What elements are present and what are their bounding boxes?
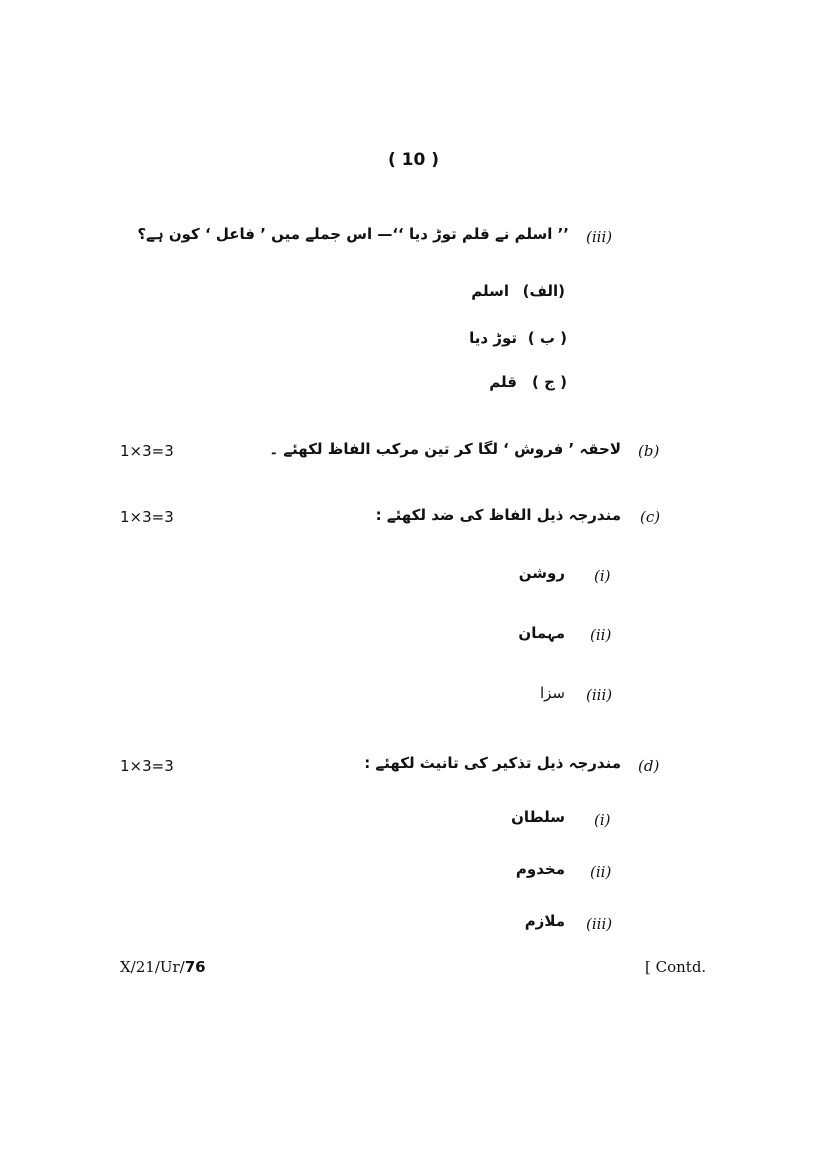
question-d-item-iii-label: (iii) <box>586 915 613 933</box>
question-d-label: (d) <box>638 757 660 775</box>
question-c-item-iii-text: سزا <box>539 684 565 702</box>
question-iii-label: (iii) <box>586 228 613 246</box>
question-c-item-i-text: روشن <box>518 564 565 582</box>
question-c-marks: 1×3=3 <box>120 508 174 526</box>
option-alif-text: اسلم <box>471 282 509 300</box>
question-c-item-ii-label: (ii) <box>590 626 612 644</box>
question-b-marks: 1×3=3 <box>120 442 174 460</box>
paper-code <box>120 958 206 976</box>
question-d-item-i-text: سلطان <box>511 808 565 826</box>
paper-code-prefix: X/21/Ur/ <box>120 958 185 976</box>
question-c-text: مندرجہ ذیل الفاظ کی ضد لکھئے : <box>375 506 621 524</box>
question-d-item-iii-text: ملازم <box>524 912 565 930</box>
option-be-label: ( ب ) <box>527 329 567 347</box>
question-c-label: (c) <box>640 508 661 526</box>
option-jeem-text: قلم <box>489 373 517 391</box>
question-d-text: مندرجہ ذیل تذکیر کی تانیث لکھئے : <box>364 754 621 772</box>
question-d-item-ii-text: مخدوم <box>515 860 565 878</box>
option-alif-label: (الف) <box>522 282 565 300</box>
option-jeem-label: ( ج ) <box>532 373 567 391</box>
question-b-text: لاحقہ ’ فروش ‘ لگا کر تین مرکب الفاظ لکھئے ۔ <box>269 440 621 458</box>
question-c-item-i-label: (i) <box>594 567 611 585</box>
question-d-item-ii-label: (ii) <box>590 863 612 881</box>
continued-label: [ Contd. <box>645 958 707 976</box>
question-d-marks: 1×3=3 <box>120 757 174 775</box>
question-b-label: (b) <box>638 442 660 460</box>
question-c-item-ii-text: مہمان <box>518 624 565 642</box>
question-c-item-iii-label: (iii) <box>586 686 613 704</box>
paper-code-number: 76 <box>184 958 206 976</box>
question-d-item-i-label: (i) <box>594 811 611 829</box>
question-iii-text: ’’ اسلم نے قلم توڑ دیا ‘‘— اس جملے میں ’ فاعل ‘ کون ہے؟ <box>137 225 569 243</box>
option-be-text: توڑ دیا <box>469 329 517 347</box>
page-number: ( 10 ) <box>387 150 440 170</box>
